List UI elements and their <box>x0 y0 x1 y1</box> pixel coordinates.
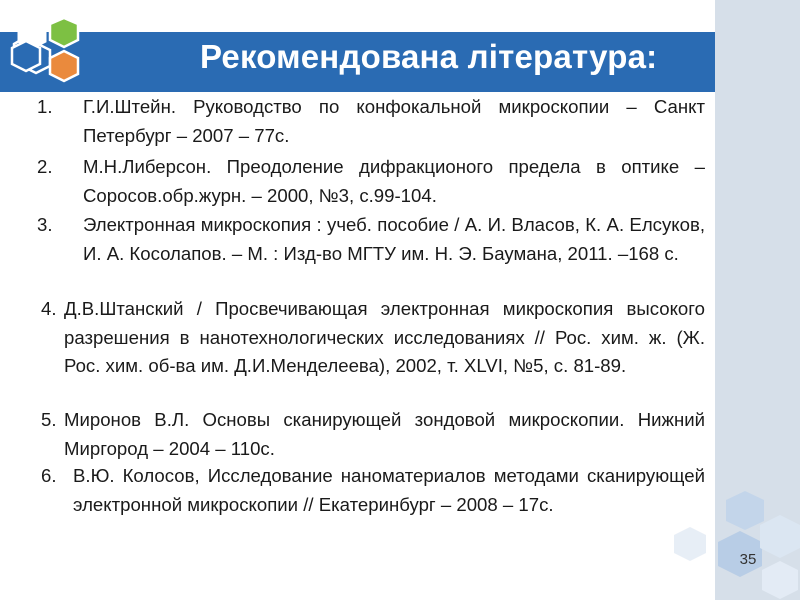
reference-number: 5. <box>41 409 57 430</box>
reference-2 <box>37 153 705 210</box>
decorative-hexagons <box>670 490 800 600</box>
reference-number: 2. <box>37 156 53 177</box>
page-number: 35 <box>739 551 757 568</box>
reference-text: М.Н.Либерсон. Преодоление дифракционого предела в оптике – Соросов.обр.журн. – 2000, №3, с.99-104. <box>83 156 705 206</box>
slide-title: Рекомендована література: <box>200 38 658 75</box>
reference-6 <box>41 462 705 519</box>
deco-hexagon-icon <box>726 491 764 530</box>
deco-hexagon-icon <box>674 527 706 561</box>
reference-number: 4. <box>41 298 57 319</box>
reference-text: В.Ю. Колосов, Исследование наноматериалов методами сканирующей электронной микроскопии // Екатеринбург – 2008 – 17с. <box>73 465 705 515</box>
hexagon-green-icon <box>50 18 78 47</box>
reference-number: 1. <box>37 96 53 117</box>
reference-text: Электронная микроскопия : учеб. пособие / А. И. Власов, К. А. Елсуков, И. А. Косолапов. – М. : Изд-во МГТУ им. Н. Э. Баумана, 2011. –168 с. <box>83 214 705 264</box>
reference-1 <box>37 93 705 150</box>
reference-4 <box>41 295 705 381</box>
hexagon-logo <box>0 18 110 98</box>
reference-number: 3. <box>37 214 53 235</box>
reference-text: Г.И.Штейн. Руководство по конфокальной микроскопии – Санкт Петербург – 2007 – 77с. <box>83 96 705 146</box>
reference-3 <box>37 211 705 268</box>
hexagon-blue-main-icon <box>12 41 40 71</box>
reference-number: 6. <box>41 465 57 486</box>
hexagon-orange-icon <box>50 51 78 81</box>
reference-text: Миронов В.Л. Основы сканирующей зондовой микроскопии. Нижний Миргород – 2004 – 110с. <box>64 409 705 459</box>
reference-5 <box>41 406 705 463</box>
reference-text: Д.В.Штанский / Просвечивающая электронная микроскопия высокого разрешения в нанотехнологических исследованиях // Рос. хим. ж. (Ж. Рос. хим. об-ва им. Д.И.Менделеева), 2002, т. XLVI, №5, с. 81-89. <box>64 298 705 377</box>
